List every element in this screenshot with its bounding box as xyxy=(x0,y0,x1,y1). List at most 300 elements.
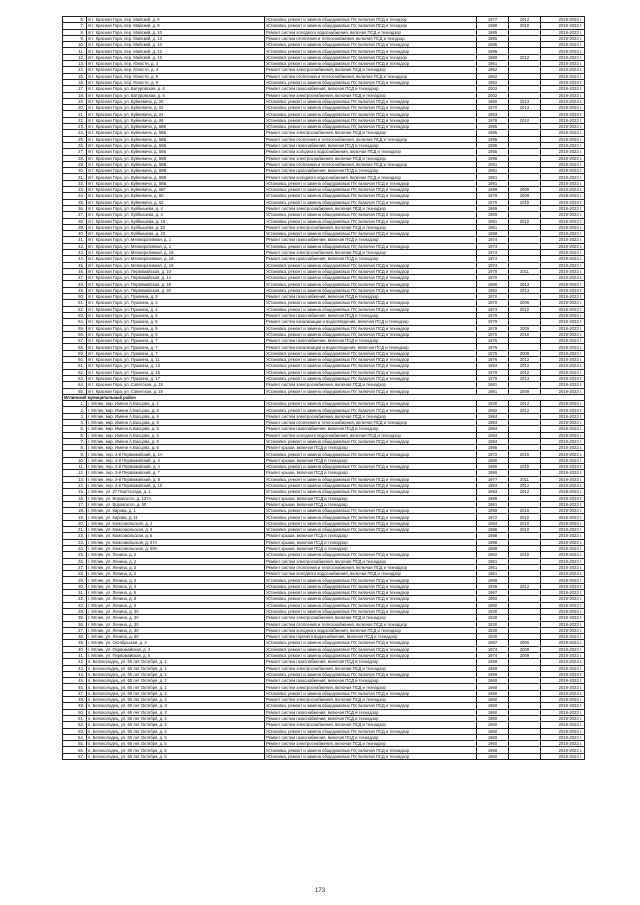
address-cell: п. Белоколодец, ул. 60 лет Октября, д. 3 xyxy=(87,703,265,709)
work-type-cell: Ремонт систем электроснабжения, включая ПСД и технадзор xyxy=(265,155,477,161)
work-type-cell: Установка, ремонт и замена общедомовых ПУ, включая ПСД и техндзор xyxy=(265,17,477,23)
page-number: 173 xyxy=(314,888,325,894)
row-number: 53. xyxy=(63,312,87,318)
address-cell: г. Мглин, мкр. Имени А.Васцова, д. 2 xyxy=(87,407,265,413)
work-type-cell: Установка, ремонт и замена общедомовых ПУ, включая ПСД и технадзор xyxy=(265,369,477,375)
row-number: 19. xyxy=(63,514,87,520)
planned-period-cell: 2019-2023 г. xyxy=(541,168,585,174)
row-number: 33. xyxy=(63,602,87,608)
row-number: 48. xyxy=(63,281,87,287)
year-built-cell: 1968 xyxy=(477,577,509,583)
planned-period-cell: 2019-2023 г. xyxy=(541,294,585,300)
year-built-cell: 1959 xyxy=(477,659,509,665)
address-cell: пгт. Красная Гора, ул. Первомайская, д. 14 xyxy=(87,275,265,281)
address-cell: г. Мглин, ул. Ленина, д. 9 xyxy=(87,602,265,608)
address-cell: г. Мглин, пер. 2-й Первомайский, д. 8 xyxy=(87,476,265,482)
planned-period-cell: 2019-2023 г. xyxy=(541,514,585,520)
year-built-cell: 1974 xyxy=(477,646,509,652)
work-type-cell: Ремонт систем газоснабжения, включая ПСД и технадзор xyxy=(265,338,477,344)
address-cell: п. Белоколодец, ул. 60 лет Октября, д. 3 xyxy=(87,709,265,715)
planned-period-cell: 2019-2023 г. xyxy=(541,130,585,136)
work-type-cell: Ремонт крыши, включая ПСД и технадзор xyxy=(265,545,477,551)
row-number: 34. xyxy=(63,608,87,614)
work-type-cell: Установка, ремонт и замена общедомовых ПУ, включая ПСД и технадзор xyxy=(265,48,477,54)
address-cell: пгт. Красная Гора, ул. Пушкина, д. 4 xyxy=(87,306,265,312)
row-number: 50. xyxy=(63,294,87,300)
year-built-cell: 1930 xyxy=(477,401,509,407)
last-repair-year-cell: 2010 xyxy=(509,199,541,205)
year-built-cell: 1960 xyxy=(477,734,509,740)
row-number: 37. xyxy=(63,627,87,633)
year-built-cell: 1967 xyxy=(477,640,509,646)
address-cell: пгт. Красная Гора, ул. Пушкина, д. 17 xyxy=(87,375,265,381)
planned-period-cell: 2019-2023 г. xyxy=(541,659,585,665)
work-type-cell: Установка, ремонт и замена общедомовых ПУ, включая ПСД и технадзор xyxy=(265,357,477,363)
address-cell: п. Белоколодец, ул. 60 лет Октября, д. 1 xyxy=(87,665,265,671)
address-cell: пгт. Красная Гора, ул. Первомайская, д. 20 xyxy=(87,287,265,293)
work-type-cell: Ремонт систем электроснабжения, включая ПСД и технадзор xyxy=(265,697,477,703)
work-type-cell: Установка, ремонт и замена общедомовых ПУ, включая ПСД и технадзор xyxy=(265,476,477,482)
year-built-cell: 1974 xyxy=(477,256,509,262)
address-cell: п. Белоколодец, ул. 60 лет Октября, д. 2 xyxy=(87,678,265,684)
work-type-cell: Ремонт систем газоснабжения, включая ПСД и технадзор xyxy=(265,237,477,243)
address-cell: пгт. Красная Гора, пер. Майский, д. 10 xyxy=(87,35,265,41)
planned-period-cell: 2019-2023 г. xyxy=(541,67,585,73)
row-number: 57. xyxy=(63,338,87,344)
address-cell: г. Мглин, мкр. Имени А.Васцова, д. 5 xyxy=(87,426,265,432)
row-number: 50. xyxy=(63,709,87,715)
row-number: 62. xyxy=(63,369,87,375)
planned-period-cell: 2019-2023 г. xyxy=(541,249,585,255)
address-cell: пгт. Красная Гора, ул. Первомайская, д. 10 xyxy=(87,268,265,274)
planned-period-cell: 2019-2023 г. xyxy=(541,457,585,463)
row-number: 55. xyxy=(63,741,87,747)
row-number: 49. xyxy=(63,287,87,293)
year-built-cell: 1995 xyxy=(477,136,509,142)
address-cell: пгт. Красная Гора, ул. Буйневича, д. 22 xyxy=(87,105,265,111)
year-built-cell: 1960 xyxy=(477,684,509,690)
row-number: 44. xyxy=(63,671,87,677)
planned-period-cell: 2019-2023 г. xyxy=(541,634,585,640)
address-cell: г. Мглин, ул. Воровского, д. 127А xyxy=(87,495,265,501)
planned-period-cell: 2019-2023 г. xyxy=(541,388,585,394)
year-built-cell: 1991 xyxy=(477,174,509,180)
row-number: 4. xyxy=(63,420,87,426)
row-number: 60. xyxy=(63,357,87,363)
row-number: 56. xyxy=(63,747,87,753)
year-built-cell: 1982 xyxy=(477,287,509,293)
last-repair-year-cell: 2011 xyxy=(509,268,541,274)
address-cell: пгт. Красная Гора, пер. Майский, д. 10 xyxy=(87,29,265,35)
year-built-cell: 1930 xyxy=(477,615,509,621)
work-type-cell: Установка, ремонт и замена общедомовых ПУ, включая ПСД и технадзор xyxy=(265,577,477,583)
work-type-cell: Ремонт систем электроснабжения, включая ПСД и технадзор xyxy=(265,224,477,230)
row-number: 52. xyxy=(63,722,87,728)
address-cell: пгт. Красная Гора, ул. Буйневича, д. 58Б xyxy=(87,136,265,142)
row-number: 51. xyxy=(63,300,87,306)
row-number: 42. xyxy=(63,659,87,665)
row-number: 22. xyxy=(63,117,87,123)
work-type-cell: Ремонт крыши, включая ПСД и технадзор xyxy=(265,457,477,463)
last-repair-year-cell: 2005 xyxy=(509,325,541,331)
year-built-cell: 1962 xyxy=(477,67,509,73)
work-type-cell: Установка, ремонт и замена общедомовых ПУ, включая ПСД и технадзор xyxy=(265,608,477,614)
address-cell: пгт. Красная Гора, ул. Батуровская, д. 6 xyxy=(87,92,265,98)
row-number: 15. xyxy=(63,489,87,495)
address-cell: пгт. Красная Гора, ул. Пушкина, д. 7 xyxy=(87,338,265,344)
year-built-cell: 1985 xyxy=(477,42,509,48)
work-type-cell: Ремонт систем газоснабжения, включая ПСД и технадзор xyxy=(265,734,477,740)
work-type-cell: Установка, ремонт и замена общедомовых ПУ, включая ПСД и технадзор xyxy=(265,552,477,558)
year-built-cell: 1970 xyxy=(477,331,509,337)
year-built-cell: 1979 xyxy=(477,369,509,375)
work-type-cell: Установка, ремонт и замена общедомовых ПУ, включая ПСД и технадзор xyxy=(265,489,477,495)
planned-period-cell: 2019-2023 г. xyxy=(541,268,585,274)
work-type-cell: Ремонт систем холодного водоснабжения, включая ПСД и технадзор xyxy=(265,432,477,438)
address-cell: пгт. Красная Гора, ул. Куйбышева, д. 19 xyxy=(87,218,265,224)
work-type-cell: Установка, ремонт и замена общедомовых ПУ, включая ПСД и технадзор xyxy=(265,187,477,193)
work-type-cell: Установка, ремонт и замена общедомовых ПУ, включая ПСД и технадзор xyxy=(265,111,477,117)
year-built-cell: 1970 xyxy=(477,275,509,281)
address-cell: пгт. Красная Гора, пер. Майский, д. 16 xyxy=(87,54,265,60)
planned-period-cell: 2019-2023 г. xyxy=(541,608,585,614)
address-cell: пгт. Красная Гора, ул. Буйневича, д. 20 xyxy=(87,98,265,104)
row-number: 47. xyxy=(63,690,87,696)
planned-period-cell: 2019-2023 г. xyxy=(541,300,585,306)
address-cell: г. Мглин, мкр. Имени А.Васцова, д. 6 xyxy=(87,438,265,444)
work-type-cell: Ремонт систем газоснабжения, включая ПСД и технадзор xyxy=(265,426,477,432)
address-cell: г. Мглин, мкр. Имени А.Васцова, д. 1 xyxy=(87,401,265,407)
row-number: 10. xyxy=(63,42,87,48)
planned-period-cell: 2019-2023 г. xyxy=(541,432,585,438)
address-cell: г. Мглин, ул. Воровского, д. 30 xyxy=(87,501,265,507)
work-type-cell: Установка, ремонт и замена общедомовых ПУ, включая ПСД и технадзор xyxy=(265,602,477,608)
work-type-cell: Ремонт систем отопления и теплоснабжения, включая ПСД и техндзор xyxy=(265,35,477,41)
year-built-cell: 1961 xyxy=(477,61,509,67)
planned-period-cell: 2019-2023 г. xyxy=(541,218,585,224)
planned-period-cell: 2019-2023 г. xyxy=(541,42,585,48)
year-built-cell: 1975 xyxy=(477,344,509,350)
work-type-cell: Установка, ремонт и замена общедомовых ПУ, включая ПСД и технадзор xyxy=(265,451,477,457)
planned-period-cell: 2019-2023 г. xyxy=(541,652,585,658)
planned-period-cell: 2019-2023 г. xyxy=(541,577,585,583)
work-type-cell: Установка, ремонт и замена общедомовых ПУ, включая ПСД и технадзор xyxy=(265,180,477,186)
table-body xyxy=(63,17,585,760)
planned-period-cell: 2019-2023 г. xyxy=(541,583,585,589)
row-number: 26. xyxy=(63,142,87,148)
row-number: 28. xyxy=(63,155,87,161)
last-repair-year-cell: 2009 xyxy=(509,646,541,652)
planned-period-cell: 2019-2023 г. xyxy=(541,627,585,633)
last-repair-year-cell: 2010 xyxy=(509,527,541,533)
year-built-cell: 1980 xyxy=(477,457,509,463)
planned-period-cell: 2019-2023 г. xyxy=(541,558,585,564)
work-type-cell: Ремонт систем холодного водоснабжения, включая ПСД и технадзор xyxy=(265,571,477,577)
work-type-cell: Ремонт систем холодного водоснабжения, включая ПСД и технадзор xyxy=(265,174,477,180)
planned-period-cell: 2019-2023 г. xyxy=(541,124,585,130)
planned-period-cell: 2019-2023 г. xyxy=(541,149,585,155)
last-repair-year-cell: 2010 xyxy=(509,508,541,514)
row-number: 35. xyxy=(63,615,87,621)
planned-period-cell: 2019-2023 г. xyxy=(541,501,585,507)
row-number: 8. xyxy=(63,445,87,451)
address-cell: пгт. Красная Гора, ул. Мелиоративная, д. 1 xyxy=(87,243,265,249)
planned-period-cell: 2019-2023 г. xyxy=(541,319,585,325)
row-number: 27. xyxy=(63,564,87,570)
planned-period-cell: 2019-2023 г. xyxy=(541,199,585,205)
planned-period-cell: 2019-2023 г. xyxy=(541,482,585,488)
address-cell: г. Мглин, пер. 2-й Первомайский, д. 7 xyxy=(87,470,265,476)
address-cell: г. Мглин, ул. Ленина, д. 30 xyxy=(87,608,265,614)
year-built-cell: 1979 xyxy=(477,312,509,318)
planned-period-cell: 2019-2023 г. xyxy=(541,545,585,551)
year-built-cell: 1959 xyxy=(477,665,509,671)
row-number: 17. xyxy=(63,501,87,507)
address-cell: пгт. Красная Гора, ул. Куйбышева, д. 23 xyxy=(87,224,265,230)
address-cell: п. Белоколодец, ул. 60 лет Октября, д. 1 xyxy=(87,671,265,677)
address-cell: г. Мглин, мкр. Имени А.Васцова, д. 5 xyxy=(87,432,265,438)
planned-period-cell: 2019-2023 г. xyxy=(541,533,585,539)
address-cell: п. Белоколодец, ул. 60 лет Октября, д. 2 xyxy=(87,684,265,690)
year-built-cell: 1960 xyxy=(477,709,509,715)
work-type-cell: Установка, ремонт и замена общедомовых ПУ, включая ПСД и технадзор xyxy=(265,325,477,331)
address-cell: г. Мглин, ул. Ленина, д. 4 xyxy=(87,583,265,589)
work-type-cell: Установка, ремонт и замена общедомовых ПУ, включая ПСД и технадзор xyxy=(265,306,477,312)
last-repair-year-cell: 2013 xyxy=(509,375,541,381)
work-type-cell: Установка, ремонт и замена общедомовых ПУ, включая ПСД и технадзор xyxy=(265,753,477,759)
address-cell: г. Мглин, ул. Ленина, д. 8 xyxy=(87,596,265,602)
planned-period-cell: 2019-2023 г. xyxy=(541,117,585,123)
last-repair-year-cell: 2009 xyxy=(509,388,541,394)
work-type-cell: Ремонт систем отопления и теплоснабжения, включая ПСД и технадзор xyxy=(265,136,477,142)
row-number: 2. xyxy=(63,407,87,413)
planned-period-cell: 2019-2023 г. xyxy=(541,722,585,728)
work-type-cell: Установка, ремонт и замена общедомовых ПУ, включая ПСД и технадзор xyxy=(265,287,477,293)
year-built-cell: 1963 xyxy=(477,111,509,117)
planned-period-cell: 2019-2023 г. xyxy=(541,111,585,117)
year-built-cell: 1984 xyxy=(477,482,509,488)
work-type-cell: Ремонт систем электроснабжения, включая ПСД и технадзор xyxy=(265,382,477,388)
last-repair-year-cell: 2013 xyxy=(509,287,541,293)
last-repair-year-cell: 2010 xyxy=(509,331,541,337)
work-type-cell: Ремонт систем отопления и теплоснабжения, включая ПСД и технадзор xyxy=(265,621,477,627)
address-cell: пгт. Красная Гора, ул. Первомайская, д. 18 xyxy=(87,281,265,287)
address-cell: пгт. Красная Гора, ул. Мелиоративная, д. 19 xyxy=(87,262,265,268)
year-built-cell: 1991 xyxy=(477,168,509,174)
year-built-cell: 1960 xyxy=(477,722,509,728)
year-built-cell: 1962 xyxy=(477,552,509,558)
row-number: 25. xyxy=(63,552,87,558)
planned-period-cell: 2019-2023 г. xyxy=(541,709,585,715)
planned-period-cell: 2019-2023 г. xyxy=(541,92,585,98)
year-built-cell: 1970 xyxy=(477,300,509,306)
planned-period-cell: 2019-2023 г. xyxy=(541,508,585,514)
year-built-cell: 1980 xyxy=(477,281,509,287)
work-type-cell: Ремонт систем электроснабжения, включая ПСД и технадзор xyxy=(265,413,477,419)
work-type-cell: Ремонт систем газоснабжения, включая ПСД и технадзор xyxy=(265,312,477,318)
row-number: 21. xyxy=(63,527,87,533)
row-number: 47. xyxy=(63,275,87,281)
address-cell: г. Мглин, ул. Комсомольская, д. 5 xyxy=(87,533,265,539)
work-type-cell: Установка, ремонт и замена общедомовых ПУ, включая ПСД и технадзор xyxy=(265,262,477,268)
planned-period-cell: 2019-2023 г. xyxy=(541,665,585,671)
work-type-cell: Ремонт систем канализации и водоотведения, включая ПСД и технадзор xyxy=(265,319,477,325)
table-row xyxy=(63,753,585,759)
row-number: 19. xyxy=(63,98,87,104)
year-built-cell: 1984 xyxy=(477,363,509,369)
year-built-cell: 1984 xyxy=(477,420,509,426)
year-built-cell: 1972 xyxy=(477,514,509,520)
year-built-cell: 1958 xyxy=(477,508,509,514)
planned-period-cell: 2019-2023 г. xyxy=(541,621,585,627)
row-number: 40. xyxy=(63,646,87,652)
row-number: 12. xyxy=(63,54,87,60)
row-number: 43. xyxy=(63,249,87,255)
last-repair-year-cell: 2013 xyxy=(509,105,541,111)
row-number: 44. xyxy=(63,256,87,262)
planned-period-cell: 2019-2023 г. xyxy=(541,142,585,148)
planned-period-cell: 2019-2023 г. xyxy=(541,728,585,734)
work-type-cell: Установка, ремонт и замена общедомовых ПУ, включая ПСД и технадзор xyxy=(265,363,477,369)
address-cell: пгт. Красная Гора, ул. Пушкина, д. 7 xyxy=(87,344,265,350)
row-number: 24. xyxy=(63,130,87,136)
address-cell: п. Белоколодец, ул. 60 лет Октября, д. 5 xyxy=(87,734,265,740)
row-number: 23. xyxy=(63,124,87,130)
year-built-cell: 1960 xyxy=(477,596,509,602)
address-cell: пгт. Красная Гора, ул. Пушкина, д. 7 xyxy=(87,350,265,356)
row-number: 25. xyxy=(63,136,87,142)
work-type-cell: Ремонт систем газоснабжения, включая ПСД и технадзор xyxy=(265,678,477,684)
last-repair-year-cell: 2005 xyxy=(509,640,541,646)
address-cell: г. Мглин, ул. Ленина, д. 30 xyxy=(87,615,265,621)
work-type-cell: Установка, ремонт и замена общедомовых ПУ, включая ПСД и технадзор xyxy=(265,388,477,394)
address-cell: г. Мглин, ул. Ленина, д. 30 xyxy=(87,621,265,627)
year-built-cell: 1984 xyxy=(477,520,509,526)
year-built-cell: 1961 xyxy=(477,224,509,230)
row-number: 29. xyxy=(63,161,87,167)
row-number: 43. xyxy=(63,665,87,671)
address-cell: пгт. Красная Гора, пер. Майский, д. 10 xyxy=(87,42,265,48)
address-cell: г. Мглин, ул. Ленина, д. 30 xyxy=(87,634,265,640)
row-number: 9. xyxy=(63,451,87,457)
row-number: 14. xyxy=(63,482,87,488)
row-number: 8. xyxy=(63,29,87,35)
planned-period-cell: 2019-2023 г. xyxy=(541,715,585,721)
planned-period-cell: 2019-2023 г. xyxy=(541,187,585,193)
year-built-cell: 1974 xyxy=(477,262,509,268)
work-type-cell: Ремонт систем электроснабжения, включая ПСД и технадзор xyxy=(265,67,477,73)
address-cell: пгт. Красная Гора, ул. Пушкина, д. 3 xyxy=(87,300,265,306)
address-cell: г. Мглин, ул. Первомайская, д. 5 xyxy=(87,652,265,658)
address-cell: п. Белоколодец, ул. 60 лет Октября, д. 5 xyxy=(87,747,265,753)
row-number: 38. xyxy=(63,218,87,224)
planned-period-cell: 2019-2023 г. xyxy=(541,476,585,482)
address-cell: пгт. Красная Гора, ул. Буйневича, д. 24 xyxy=(87,111,265,117)
planned-period-cell: 2019-2023 г. xyxy=(541,61,585,67)
planned-period-cell: 2019-2023 г. xyxy=(541,281,585,287)
row-number: 31. xyxy=(63,590,87,596)
address-cell: пгт. Красная Гора, пер. Юности, д. 6 xyxy=(87,79,265,85)
work-type-cell: Установка, ремонт и замена общедомовых ПУ, включая ПСД и технадзор xyxy=(265,124,477,130)
work-type-cell: Установка, ремонт и замена общедомовых ПУ, включая ПСД и техндзор xyxy=(265,23,477,29)
work-type-cell: Установка, ремонт и замена общедомовых ПУ, включая ПСД и технадзор xyxy=(265,652,477,658)
year-built-cell: 1938 xyxy=(477,583,509,589)
last-repair-year-cell: 2010 xyxy=(509,306,541,312)
row-number: 37. xyxy=(63,212,87,218)
work-type-cell: Установка, ремонт и замена общедомовых ПУ, включая ПСД и технадзор xyxy=(265,690,477,696)
row-number: 31. xyxy=(63,174,87,180)
planned-period-cell: 2019-2023 г. xyxy=(541,520,585,526)
work-type-cell: Ремонт систем холодного водоснабжения, включая ПСД и технадзор xyxy=(265,627,477,633)
last-repair-year-cell: 2012 xyxy=(509,482,541,488)
address-cell: пгт. Красная Гора, ул. Буйневича, д. 58В xyxy=(87,180,265,186)
last-repair-year-cell: 2010 xyxy=(509,514,541,520)
year-built-cell: 1960 xyxy=(477,697,509,703)
last-repair-year-cell xyxy=(509,753,541,759)
year-built-cell: 1995 xyxy=(477,155,509,161)
planned-period-cell: 2019-2023 г. xyxy=(541,212,585,218)
last-repair-year-cell: 2009 xyxy=(509,350,541,356)
address-cell: г. Мглин, пер. 2-й Первомайский, д. 4 xyxy=(87,464,265,470)
year-built-cell: 1960 xyxy=(477,703,509,709)
address-cell: пгт. Красная Гора, ул. Батуровская, д. 6 xyxy=(87,86,265,92)
address-cell: г. Мглин, ул. Ленина, д. 2 xyxy=(87,564,265,570)
year-built-cell: 1969 xyxy=(477,205,509,211)
year-built-cell: 1975 xyxy=(477,338,509,344)
address-cell: г. Мглин, ул. 27 Партсъезда, д. 1 xyxy=(87,489,265,495)
planned-period-cell: 2019-2023 г. xyxy=(541,464,585,470)
work-type-cell: Ремонт систем холодного водоснабжения, включая ПСД и технадзор xyxy=(265,29,477,35)
address-cell: г. Мглин, ул. Первомайская, д. 4 xyxy=(87,646,265,652)
work-type-cell: Ремонт систем электроснабжения, включая ПСД и технадзор xyxy=(265,205,477,211)
planned-period-cell: 2019-2023 г. xyxy=(541,105,585,111)
work-type-cell: Установка, ремонт и замена общедомовых ПУ, включая ПСД и технадзор xyxy=(265,117,477,123)
last-repair-year-cell: 2010 xyxy=(509,23,541,29)
last-repair-year-cell: 2009 xyxy=(509,300,541,306)
address-cell: пгт. Красная Гора, ул. Мелиоративная, д. 19 xyxy=(87,249,265,255)
year-built-cell: 1986 xyxy=(477,527,509,533)
year-built-cell: 1974 xyxy=(477,652,509,658)
row-number: 65. xyxy=(63,388,87,394)
planned-period-cell: 2019-2023 г. xyxy=(541,571,585,577)
row-number: 3. xyxy=(63,413,87,419)
last-repair-year-cell: 2012 xyxy=(509,17,541,23)
row-number: 10. xyxy=(63,457,87,463)
work-type-cell: Установка, ремонт и замена общедомовых ПУ, включая ПСД и технадзор xyxy=(265,331,477,337)
work-type-cell: Установка, ремонт и замена общедомовых ПУ, включая ПСД и технадзор xyxy=(265,281,477,287)
row-number: 7. xyxy=(63,438,87,444)
year-built-cell: 1989 xyxy=(477,545,509,551)
work-type-cell: Установка, ремонт и замена общедомовых ПУ, включая ПСД и технадзор xyxy=(265,728,477,734)
year-built-cell: 1960 xyxy=(477,747,509,753)
row-number: 33. xyxy=(63,187,87,193)
planned-period-cell: 2019-2023 г. xyxy=(541,243,585,249)
address-cell: г. Мглин, ул. Ленина, д. 2 xyxy=(87,558,265,564)
last-repair-year-cell: 2012 xyxy=(509,583,541,589)
row-number: 51. xyxy=(63,715,87,721)
work-type-cell: Установка, ремонт и замена общедомовых ПУ, включая ПСД и технадзор xyxy=(265,375,477,381)
year-built-cell: 1988 xyxy=(477,539,509,545)
work-type-cell: Ремонт систем газоснабжения, включая ПСД и технадзор xyxy=(265,256,477,262)
row-number: 64. xyxy=(63,382,87,388)
work-type-cell: Установка, ремонт и замена общедомовых ПУ, включая ПСД и технадзор xyxy=(265,218,477,224)
planned-period-cell: 2019-2023 г. xyxy=(541,35,585,41)
address-cell: пгт. Красная Гора, ул. Мелиоративная, д. 19 xyxy=(87,256,265,262)
row-number: 17. xyxy=(63,86,87,92)
year-built-cell: 1980 xyxy=(477,23,509,29)
planned-period-cell: 2019-2023 г. xyxy=(541,413,585,419)
address-cell: пгт. Красная Гора, ул. Буйневича, д. 58В xyxy=(87,174,265,180)
